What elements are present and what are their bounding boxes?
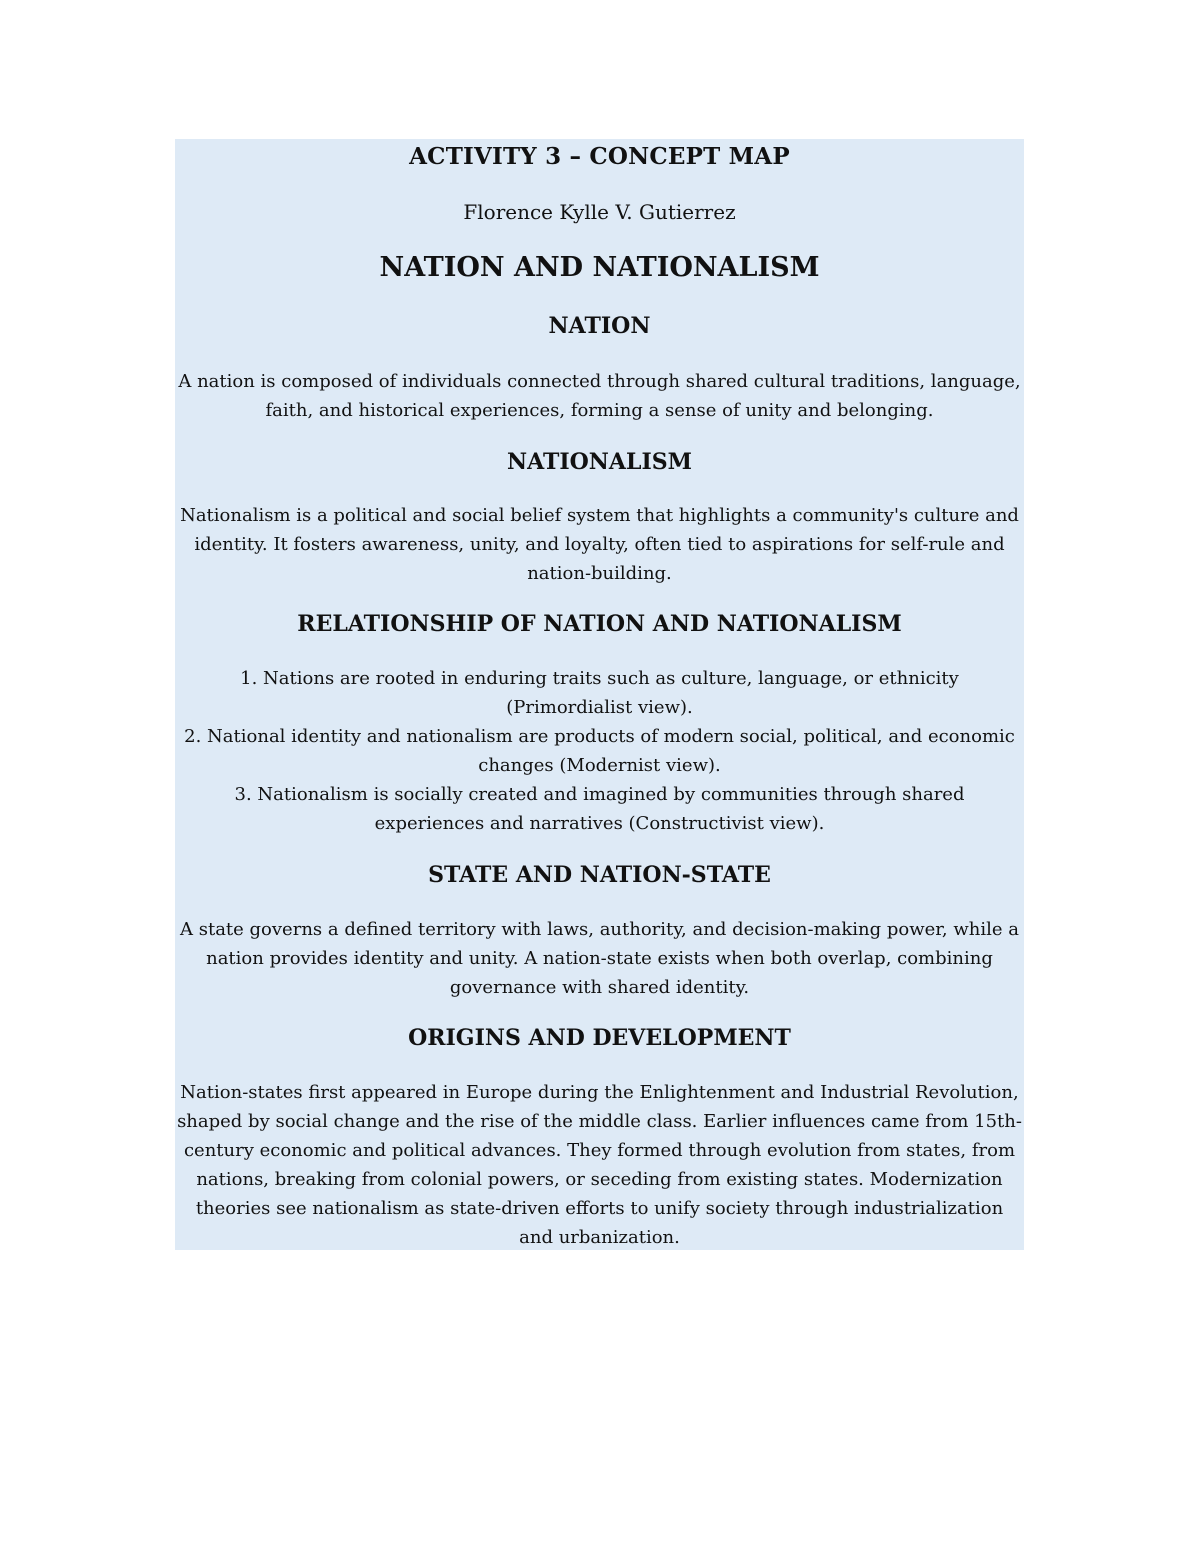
list-item: 2. National identity and nationalism are products of modern social, political, and economic changes (Modernist view). bbox=[184, 726, 1015, 776]
section-heading-nationalism: NATIONALISM bbox=[507, 449, 692, 475]
section-body-origins: Nation-states first appeared in Europe during the Enlightenment and Industrial Revolution, shaped by social change and the rise of the middle class. Earlier influences came from 15th-century economic and political advances. They formed through evolution from states, from nations, breaking from colonial powers, or seceding from existing states. Modernization theories see nationalism as state-driven efforts to unify society through industrialization and urbanization. bbox=[177, 1082, 1022, 1248]
list-item: 3. Nationalism is socially created and imagined by communities through shared experiences and narratives (Constructivist view). bbox=[234, 784, 965, 834]
section-heading-origins: ORIGINS AND DEVELOPMENT bbox=[408, 1025, 791, 1051]
activity-title: ACTIVITY 3 – CONCEPT MAP bbox=[409, 143, 790, 170]
author-name: Florence Kylle V. Gutierrez bbox=[463, 200, 736, 224]
list-item: 1. Nations are rooted in enduring traits such as culture, language, or ethnicity (Primordialist view). bbox=[240, 668, 959, 718]
section-heading-relationship: RELATIONSHIP OF NATION AND NATIONALISM bbox=[297, 611, 902, 637]
section-body-nation: A nation is composed of individuals connected through shared cultural traditions, language, faith, and historical experiences, forming a sense of unity and belonging. bbox=[178, 371, 1021, 421]
section-heading-nation: NATION bbox=[548, 313, 651, 339]
section-body-state: A state governs a defined territory with laws, authority, and decision-making power, while a nation provides identity and unity. A nation-state exists when both overlap, combining governance with shared identity. bbox=[180, 919, 1019, 998]
concept-map-panel bbox=[175, 139, 1024, 1250]
relationship-list bbox=[177, 664, 1022, 838]
section-heading-state: STATE AND NATION-STATE bbox=[428, 862, 771, 888]
main-heading: NATION AND NATIONALISM bbox=[379, 252, 820, 283]
section-body-nationalism: Nationalism is a political and social belief system that highlights a community's culture and identity. It fosters awareness, unity, and loyalty, often tied to aspirations for self-rule and nation-building. bbox=[180, 505, 1019, 584]
